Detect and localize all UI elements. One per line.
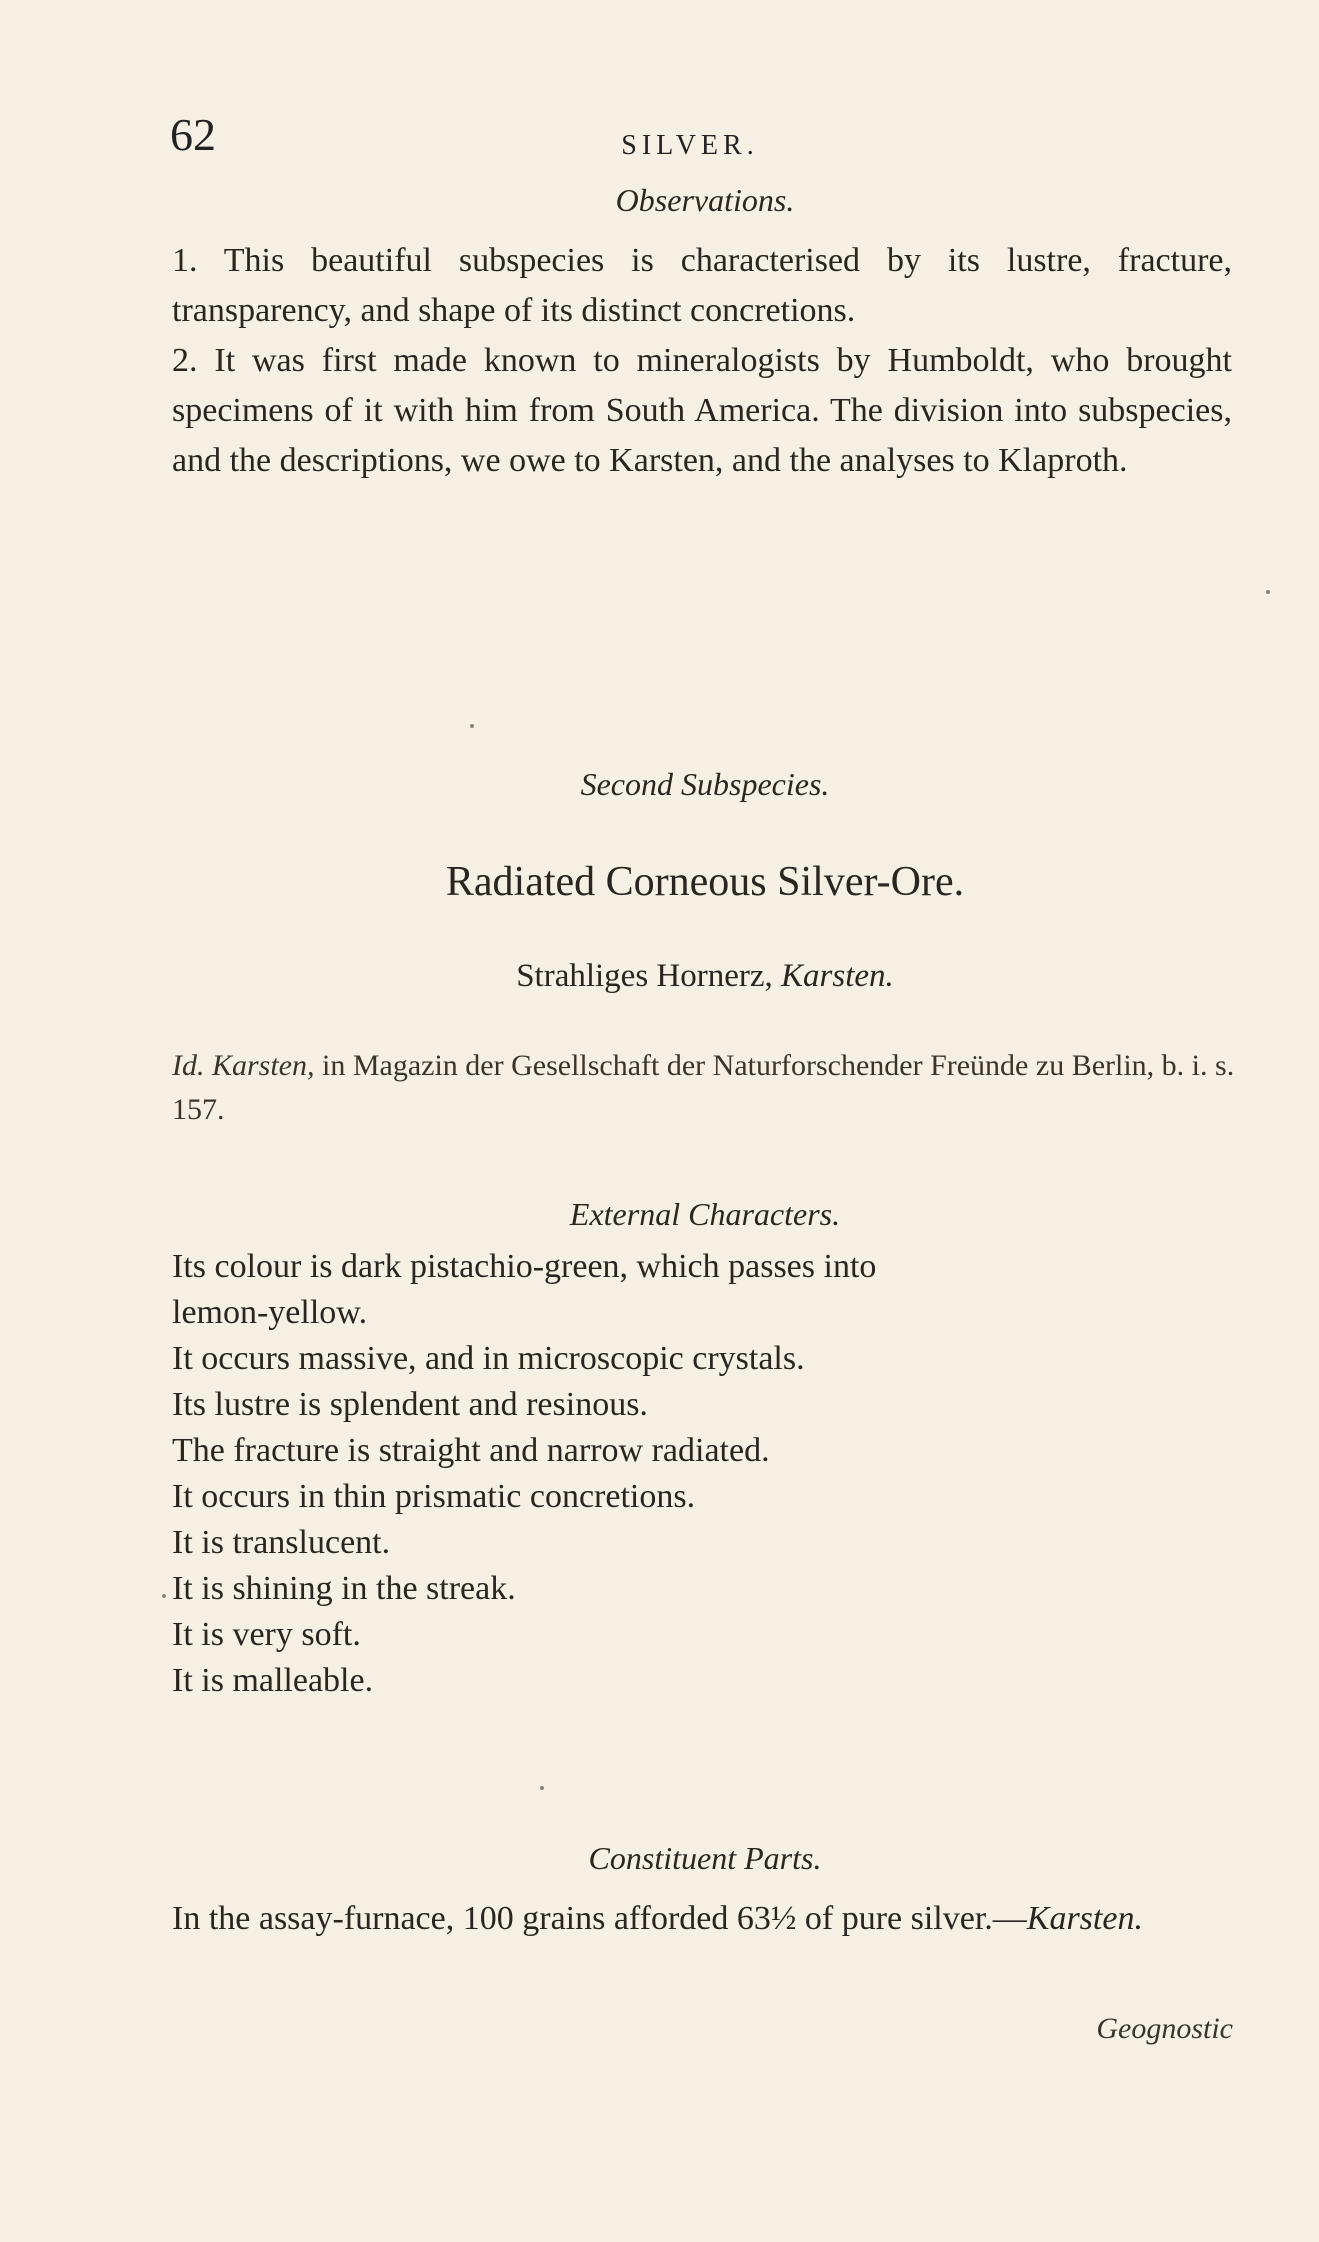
character-line: Its lustre is splendent and resinous. [172,1386,648,1423]
second-subspecies-heading: Second Subspecies. [580,766,830,802]
species-title: Radiated Corneous Silver-Ore. [445,859,965,905]
page-number: 62 [170,109,216,160]
character-line: It is malleable. [172,1662,374,1699]
print-speck [1266,590,1270,594]
constituent-parts-body [172,1894,1232,1944]
print-speck [162,1594,166,1598]
constituent-text-paragraph [172,1894,1232,1944]
print-speck [540,1786,544,1790]
reference-citation [172,1044,1242,1132]
reference-text: in Magazin der Gesellschaft der Naturforschender Freünde zu Berlin, b. i. s. 157. [172,1049,1235,1126]
character-line: Its colour is dark pistachio-green, which passes into [172,1248,877,1285]
observation-paragraph-2: 2. It was first made known to mineralogists by Humboldt, who brought specimens of it with him from South America. The division into subspecies, and the descriptions, we owe to Karsten, and the analyses to Klaproth. [172,342,1232,479]
character-line: It occurs massive, and in microscopic crystals. [172,1340,805,1377]
synonym-line [170,958,1240,995]
constituent-text: In the assay-furnace, 100 grains afforded 63½ of pure silver.— [172,1900,1027,1937]
reference-prefix: Id. Karsten, [172,1049,315,1082]
character-line: It is shining in the streak. [172,1570,516,1607]
character-line: The fracture is straight and narrow radiated. [172,1432,770,1469]
synonym-author: Karsten. [781,958,894,994]
external-characters-list [172,1244,1252,1704]
character-line: It is very soft. [172,1616,361,1653]
observations-heading: Observations. [615,182,795,218]
character-line: It occurs in thin prismatic concretions. [172,1478,696,1515]
constituent-parts-heading: Constituent Parts. [588,1840,822,1876]
character-line: It is translucent. [172,1524,391,1561]
catchword: Geognostic [1096,2012,1233,2045]
page-header [170,108,1210,168]
running-title: SILVER. [621,130,759,161]
character-line: lemon-yellow. [172,1294,368,1331]
external-characters-heading: External Characters. [569,1196,841,1232]
constituent-author: Karsten. [1026,1900,1143,1937]
print-speck [470,724,474,728]
observations-body [172,236,1232,486]
observation-paragraph-1: 1. This beautiful subspecies is characterised by its lustre, fracture, transparency, and shape of its distinct concretions. [172,242,1232,329]
synonym-name: Strahliges Hornerz, [516,958,773,994]
